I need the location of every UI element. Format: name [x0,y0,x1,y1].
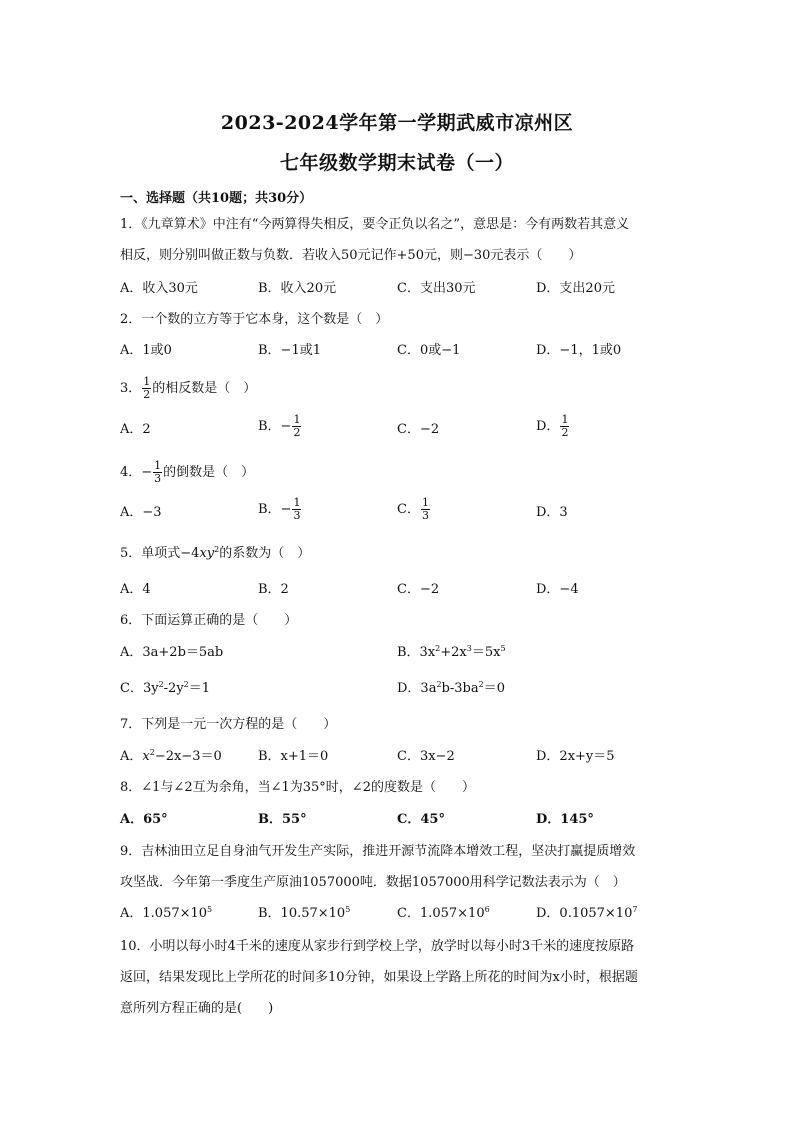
q9-a-exp: 5 [207,905,213,914]
q9-option-a [120,904,212,924]
q7-option-a [120,747,222,767]
q7-a-x: x [142,749,150,764]
q9-option-b [258,904,350,924]
q6-option-d [397,679,505,699]
q1-option-a: A．收入30元 [120,281,198,296]
q6-d-post: ＝0 [483,681,505,696]
q4-option-b [258,497,302,522]
q4-prefix: 4．− [120,465,153,480]
question-7-line1: 7．下列是一元一次方程的是（ ） [120,717,337,732]
q8-option-b: B．55° [258,812,307,827]
question-5-line1 [120,544,680,564]
q4-c-num: 1 [421,496,429,509]
q9-option-c [397,904,490,924]
q4-frac-den: 3 [154,472,162,485]
q6-option-c [120,679,210,699]
q4-b-prefix: B．− [258,502,292,517]
q9-d-pre: D．0.1057×10 [536,906,633,921]
question-4-line1 [120,460,680,485]
q5-option-d: D．−4 [536,582,579,597]
q6-b-exp1: 2 [435,644,441,653]
q1-option-b: B．收入20元 [258,281,337,296]
q6-d-pre: D．3a [397,681,437,696]
q9-option-d [536,904,637,924]
q4-option-d: D．3 [536,505,568,520]
q6-d-exp1: 2 [436,680,442,689]
q6-option-b [397,643,506,663]
q6-c-exp2: 2 [183,680,189,689]
q6-b-mid2: ＝5x [471,645,501,660]
q9-a-pre: A．1.057×10 [120,906,208,921]
q6-c-mid: -2y [163,681,184,696]
q5-option-c: C．−2 [397,582,440,597]
q3-b-num: 1 [293,413,301,426]
q9-b-pre: B．10.57×10 [258,906,346,921]
q7-a-rest: −2x−3＝0 [154,749,222,764]
q6-c-exp1: 2 [158,680,164,689]
q6-option-a: A．3a+2b＝5ab [120,645,224,660]
q5-prefix: 5．单项式−4 [120,546,200,561]
q4-frac-num: 1 [154,459,162,472]
question-9-line2: 攻坚战．今年第一季度生产原油1057000吨．数据1057000用科学记数法表示为（ ） [120,875,626,890]
q9-b-exp: 5 [345,905,351,914]
q6-b-exp2: 3 [466,644,472,653]
q3-frac-den: 2 [143,388,151,401]
q6-c-post: ＝1 [188,681,211,696]
question-9-line1: 9．吉林油田立足自身油气开发生产实际，推进开源节流降本增效工程，坚决打赢提质增效 [120,844,636,859]
question-2-line1: 2．一个数的立方等于它本身，这个数是（ ） [120,312,389,327]
q3-suffix: 的相反数是（ ） [152,381,257,396]
q3-fraction [142,376,151,401]
q6-d-exp2: 2 [478,680,484,689]
q5-suffix: 的系数为（ ） [219,546,311,561]
q9-c-exp: 6 [484,905,490,914]
question-1-line1: 1．《九章算术》中注有“今两算得失相反，要令正负以名之”，意思是：今有两数若其意义 [120,217,630,232]
q5-option-a: A．4 [120,582,151,597]
q1-option-d: D．支出20元 [536,281,615,296]
q3-option-a: A．2 [120,422,151,437]
q3-d-num: 1 [561,413,569,426]
q3-b-fraction [292,414,301,439]
question-10-line1: 10．小明以每小时4千米的速度从家步行到学校上学，放学时以每小时3千米的速度按原路 [120,939,635,954]
question-10-line3: 意所列方程正确的是( ) [120,1001,274,1016]
q8-option-c: C．45° [397,812,445,827]
q4-fraction [153,460,162,485]
q7-option-c: C．3x−2 [397,749,455,764]
section-heading: 一、选择题（共10题；共30分） [120,191,313,206]
q4-b-num: 1 [293,496,301,509]
q3-b-prefix: B．− [258,419,292,434]
q4-option-c [397,497,431,522]
q4-c-den: 3 [421,509,429,522]
q7-a-exp: 2 [149,748,155,757]
q6-c-pre: C．3y [120,681,159,696]
q2-option-b: B．−1或1 [258,343,321,358]
q8-option-a: A．65° [120,812,168,827]
q6-b-mid: +2x [440,645,467,660]
q4-c-prefix: C． [397,502,420,517]
q3-d-fraction [560,414,569,439]
exam-title-line1: 2023-2024学年第一学期武威市凉州区 [220,112,574,134]
q4-option-a: A．−3 [120,505,162,520]
q9-d-exp: 7 [632,905,638,914]
q7-option-d: D．2x+y＝5 [536,749,615,764]
question-10-line2: 返回，结果发现比上学所花的时间多10分钟，如果设上学路上所花的时间为x小时，根据题 [120,970,638,985]
q7-a-pre: A． [120,749,143,764]
q4-suffix: 的倒数是（ ） [163,465,255,480]
exam-title-line2: 七年级数学期末试卷（一） [279,152,514,174]
q7-option-b: B．x+1＝0 [258,749,329,764]
q4-c-fraction [421,497,430,522]
q3-option-b [258,414,302,439]
q6-b-exp3: 5 [500,644,506,653]
q6-d-mid: b-3ba [441,681,479,696]
q1-option-c: C．支出30元 [397,281,476,296]
question-6-line1: 6．下面运算正确的是（ ） [120,613,298,628]
question-8-line1: 8．∠1与∠2互为余角，当∠1为35°时，∠2的度数是（ ） [120,780,475,795]
q4-b-den: 3 [293,509,301,522]
q9-c-pre: C．1.057×10 [397,906,485,921]
q5-option-b: B．2 [258,582,289,597]
q5-variable: xy [199,546,215,561]
q2-option-d: D．−1，1或0 [536,343,622,358]
q3-prefix: 3． [120,381,142,396]
question-1-line2: 相反，则分别叫做正数与负数．若收入50元记作+50元，则−30元表示（ ） [120,248,582,263]
q5-exponent: 2 [214,545,220,554]
q2-option-c: C．0或−1 [397,343,461,358]
q3-frac-num: 1 [143,375,151,388]
q3-d-prefix: D． [536,419,560,434]
q3-option-d [536,414,570,439]
q4-b-fraction [292,497,301,522]
q3-b-den: 2 [293,426,301,439]
q8-option-d: D．145° [536,812,594,827]
q6-b-pre: B．3x [397,645,436,660]
q3-option-c: C．−2 [397,422,440,437]
q3-d-den: 2 [561,426,569,439]
question-3-line1 [120,376,680,401]
q2-option-a: A．1或0 [120,343,172,358]
